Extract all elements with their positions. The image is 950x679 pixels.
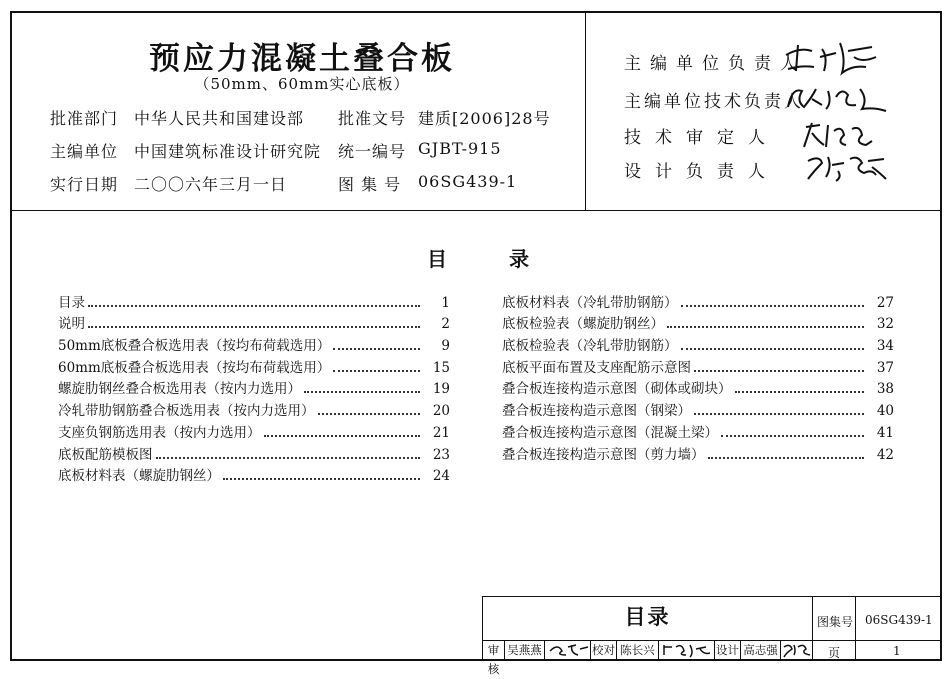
contents-heading-left: 目	[427, 247, 447, 271]
toc-entry[interactable]	[502, 311, 894, 333]
toc-entry-title: 叠合板连接构造示意图（砌体或砌块）	[502, 377, 735, 397]
contents-heading-right: 录	[509, 247, 529, 271]
toc-entry-page: 2	[441, 316, 450, 333]
approval-doc-label: 批准文号	[338, 109, 407, 128]
toc-entry-page: 40	[876, 403, 894, 420]
toc-entry-title: 目录	[58, 291, 88, 311]
toc-entry[interactable]	[502, 376, 894, 398]
toc-entry-page: 32	[876, 316, 894, 333]
toc-entry[interactable]	[502, 441, 894, 463]
toc-leader-dots	[694, 413, 864, 415]
toc-entry-page: 23	[432, 446, 450, 463]
drawing-sheet	[10, 11, 942, 676]
unit-head-label: 主编单位负责人	[624, 54, 806, 74]
toc-leader-dots	[667, 326, 864, 328]
signature-unit-head	[782, 35, 882, 77]
toc-entry-page: 20	[432, 403, 450, 420]
editor-unit-label: 主编单位	[50, 142, 119, 161]
toc-entry[interactable]	[58, 289, 450, 311]
toc-entry[interactable]	[502, 354, 894, 376]
toc-entry-page: 21	[432, 424, 450, 441]
toc-entry-title: 叠合板连接构造示意图（钢梁）	[502, 399, 694, 419]
toc-entry-page: 34	[876, 338, 894, 355]
design-signature	[781, 641, 812, 660]
atlas-value: 06SG439-1	[865, 613, 933, 627]
design-signature-mark	[782, 641, 812, 658]
tech-review-label: 技术审定人	[624, 128, 779, 148]
check-signature-mark	[660, 641, 714, 658]
toc-leader-dots	[681, 348, 865, 350]
toc-entry[interactable]	[58, 463, 450, 485]
header-divider	[12, 210, 940, 211]
check-name: 陈长兴	[617, 641, 659, 660]
title-block	[482, 596, 940, 676]
effective-date-value: 二〇〇六年三月一日	[134, 175, 288, 194]
approval-dept-label: 批准部门	[50, 109, 119, 128]
title-block-vline-2	[855, 597, 856, 660]
toc-entry[interactable]	[58, 332, 450, 354]
unified-no-value: GJBT-915	[418, 139, 502, 158]
review-name: 吴燕燕	[505, 641, 545, 660]
toc-entry-title: 底板材料表（螺旋肋钢丝）	[58, 464, 223, 484]
editor-unit-value: 中国建筑标准设计研究院	[134, 142, 322, 161]
toc-leader-dots	[694, 370, 864, 372]
toc-entry-title: 支座负钢筋选用表（按内力选用）	[58, 421, 264, 441]
toc-leader-dots	[264, 435, 421, 437]
approval-dept-value: 中华人民共和国建设部	[134, 109, 305, 128]
toc-leader-dots	[735, 391, 865, 393]
design-label: 设计	[715, 641, 741, 660]
document-subtitle: （50mm、60mm实心底板）	[194, 75, 410, 93]
toc-leader-dots	[333, 370, 420, 372]
review-signature	[545, 641, 591, 660]
toc-entry-page: 1	[441, 294, 450, 311]
approval-doc-value: 建质[2006]28号	[418, 109, 551, 128]
toc-entry-title: 叠合板连接构造示意图（剪力墙）	[502, 443, 708, 463]
page-label: 页	[828, 646, 841, 660]
toc-entry[interactable]	[58, 419, 450, 441]
toc-entry-page: 42	[876, 446, 894, 463]
toc-leader-dots	[88, 326, 420, 328]
unified-no-label: 统一编号	[338, 142, 407, 161]
toc-entry-title: 螺旋肋钢丝叠合板选用表（按内力选用）	[58, 377, 304, 397]
toc-entry-title: 底板平面布置及支座配筋示意图	[502, 356, 694, 376]
toc-entry[interactable]	[58, 354, 450, 376]
title-block-title: 目录	[624, 604, 671, 629]
signature-tech-review	[802, 117, 882, 151]
toc-entry-page: 24	[432, 468, 450, 485]
effective-date-label: 实行日期	[50, 175, 119, 194]
check-signature	[659, 641, 715, 660]
toc-entry-title: 底板配筋模板图	[58, 443, 156, 463]
toc-entry-title: 说明	[58, 312, 88, 332]
toc-leader-dots	[721, 435, 864, 437]
atlas-no-value: 06SG439-1	[418, 172, 518, 191]
toc-entry-title: 冷轧带肋钢筋叠合板选用表（按内力选用）	[58, 399, 318, 419]
toc-entry-page: 41	[876, 424, 894, 441]
toc-right-column	[502, 289, 894, 463]
title-block-vline-1	[812, 597, 813, 660]
toc-entry-page: 27	[876, 294, 894, 311]
design-name: 高志强	[741, 641, 781, 660]
toc-leader-dots	[223, 478, 420, 480]
toc-entry[interactable]	[502, 289, 894, 311]
toc-leader-dots	[681, 305, 865, 307]
toc-entry[interactable]	[502, 397, 894, 419]
toc-entry-page: 37	[876, 359, 894, 376]
signature-design-head	[802, 149, 892, 185]
toc-leader-dots	[304, 391, 420, 393]
toc-leader-dots	[156, 457, 421, 459]
page-value: 1	[893, 644, 901, 658]
toc-leader-dots	[318, 413, 421, 415]
tech-head-label: 主编单位技术负责人	[624, 92, 804, 112]
toc-entry[interactable]	[502, 332, 894, 354]
toc-entry-title: 底板检验表（螺旋肋钢丝）	[502, 312, 667, 332]
review-label: 审核	[483, 641, 505, 660]
toc-entry-page: 19	[432, 381, 450, 398]
toc-leader-dots	[708, 457, 865, 459]
toc-entry[interactable]	[58, 397, 450, 419]
design-head-label: 设计负责人	[624, 162, 779, 182]
toc-entry[interactable]	[58, 441, 450, 463]
signoff-row	[483, 641, 812, 676]
toc-entry[interactable]	[502, 419, 894, 441]
toc-entry-title: 底板材料表（冷轧带肋钢筋）	[502, 291, 681, 311]
header-divider-vertical	[585, 13, 586, 210]
toc-entry-title: 叠合板连接构造示意图（混凝土梁）	[502, 421, 721, 441]
toc-entry-page: 38	[876, 381, 894, 398]
toc-entry-page: 9	[441, 338, 450, 355]
document-title: 预应力混凝土叠合板	[149, 41, 455, 77]
atlas-label: 图集号	[817, 615, 854, 629]
toc-left-column	[58, 289, 450, 484]
toc-entry-title: 60mm底板叠合板选用表（按均布荷载选用）	[58, 356, 333, 376]
atlas-no-label: 图 集 号	[338, 175, 402, 194]
toc-leader-dots	[333, 348, 420, 350]
toc-leader-dots	[88, 305, 420, 307]
toc-entry[interactable]	[58, 311, 450, 333]
toc-entry-title: 50mm底板叠合板选用表（按均布荷载选用）	[58, 334, 333, 354]
signature-tech-head	[782, 77, 892, 117]
check-label: 校对	[591, 641, 617, 660]
review-signature-mark	[546, 641, 590, 658]
toc-entry[interactable]	[58, 376, 450, 398]
toc-entry-page: 15	[432, 359, 450, 376]
toc-entry-title: 底板检验表（冷轧带肋钢筋）	[502, 334, 681, 354]
